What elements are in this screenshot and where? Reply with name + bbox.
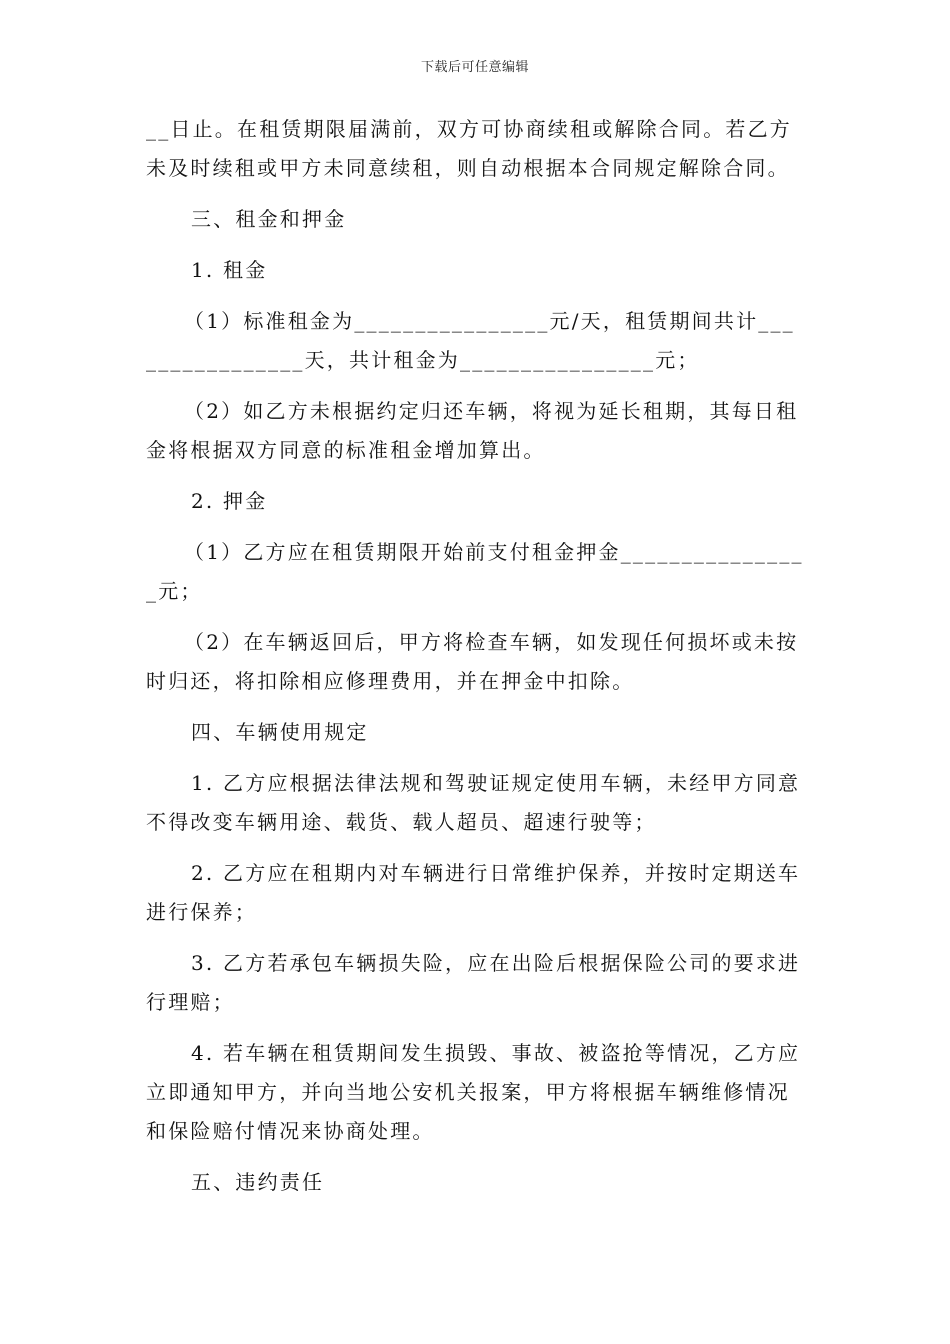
subheading-deposit: 2. 押金 [191,489,268,513]
document-body [146,110,806,1214]
page-header: 下载后可任意编辑 [420,60,529,75]
paragraph-late-return: （2）如乙方未根据约定归还车辆，将视为延长租期，其每日租金将根据双方同意的标准租金增加算出。 [146,399,799,462]
paragraph-standard-rent: （1）标准租金为________________元/天，租赁期间共计________________天，共计租金为________________元； [146,309,795,372]
section-heading-vehicle-use: 四、车辆使用规定 [191,720,369,744]
section-heading-rent-deposit: 三、租金和押金 [191,207,347,231]
paragraph-rule-1: 1. 乙方应根据法律法规和驾驶证规定使用车辆，未经甲方同意不得改变车辆用途、载货、载人超员、超速行驶等； [146,771,801,834]
paragraph-rule-3: 3. 乙方若承包车辆损失险，应在出险后根据保险公司的要求进行理赔； [146,951,801,1014]
paragraph-deposit-payment: （1）乙方应在租赁期限开始前支付租金押金________________元； [146,540,804,603]
subheading-rent: 1. 租金 [191,258,268,282]
section-heading-breach: 五、违约责任 [191,1170,325,1194]
paragraph-rule-2: 2. 乙方应在租期内对车辆进行日常维护保养，并按时定期送车进行保养； [146,861,801,924]
paragraph-rule-4: 4. 若车辆在租赁期间发生损毁、事故、被盗抢等情况，乙方应立即通知甲方，并向当地公安机关报案，甲方将根据车辆维修情况和保险赔付情况来协商处理。 [146,1041,801,1143]
paragraph-deposit-deduction: （2）在车辆返回后，甲方将检查车辆，如发现任何损坏或未按时归还，将扣除相应修理费用，并在押金中扣除。 [146,630,799,693]
paragraph-lease-end: __日止。在租赁期限届满前，双方可协商续租或解除合同。若乙方未及时续租或甲方未同意续租，则自动根据本合同规定解除合同。 [146,117,792,180]
